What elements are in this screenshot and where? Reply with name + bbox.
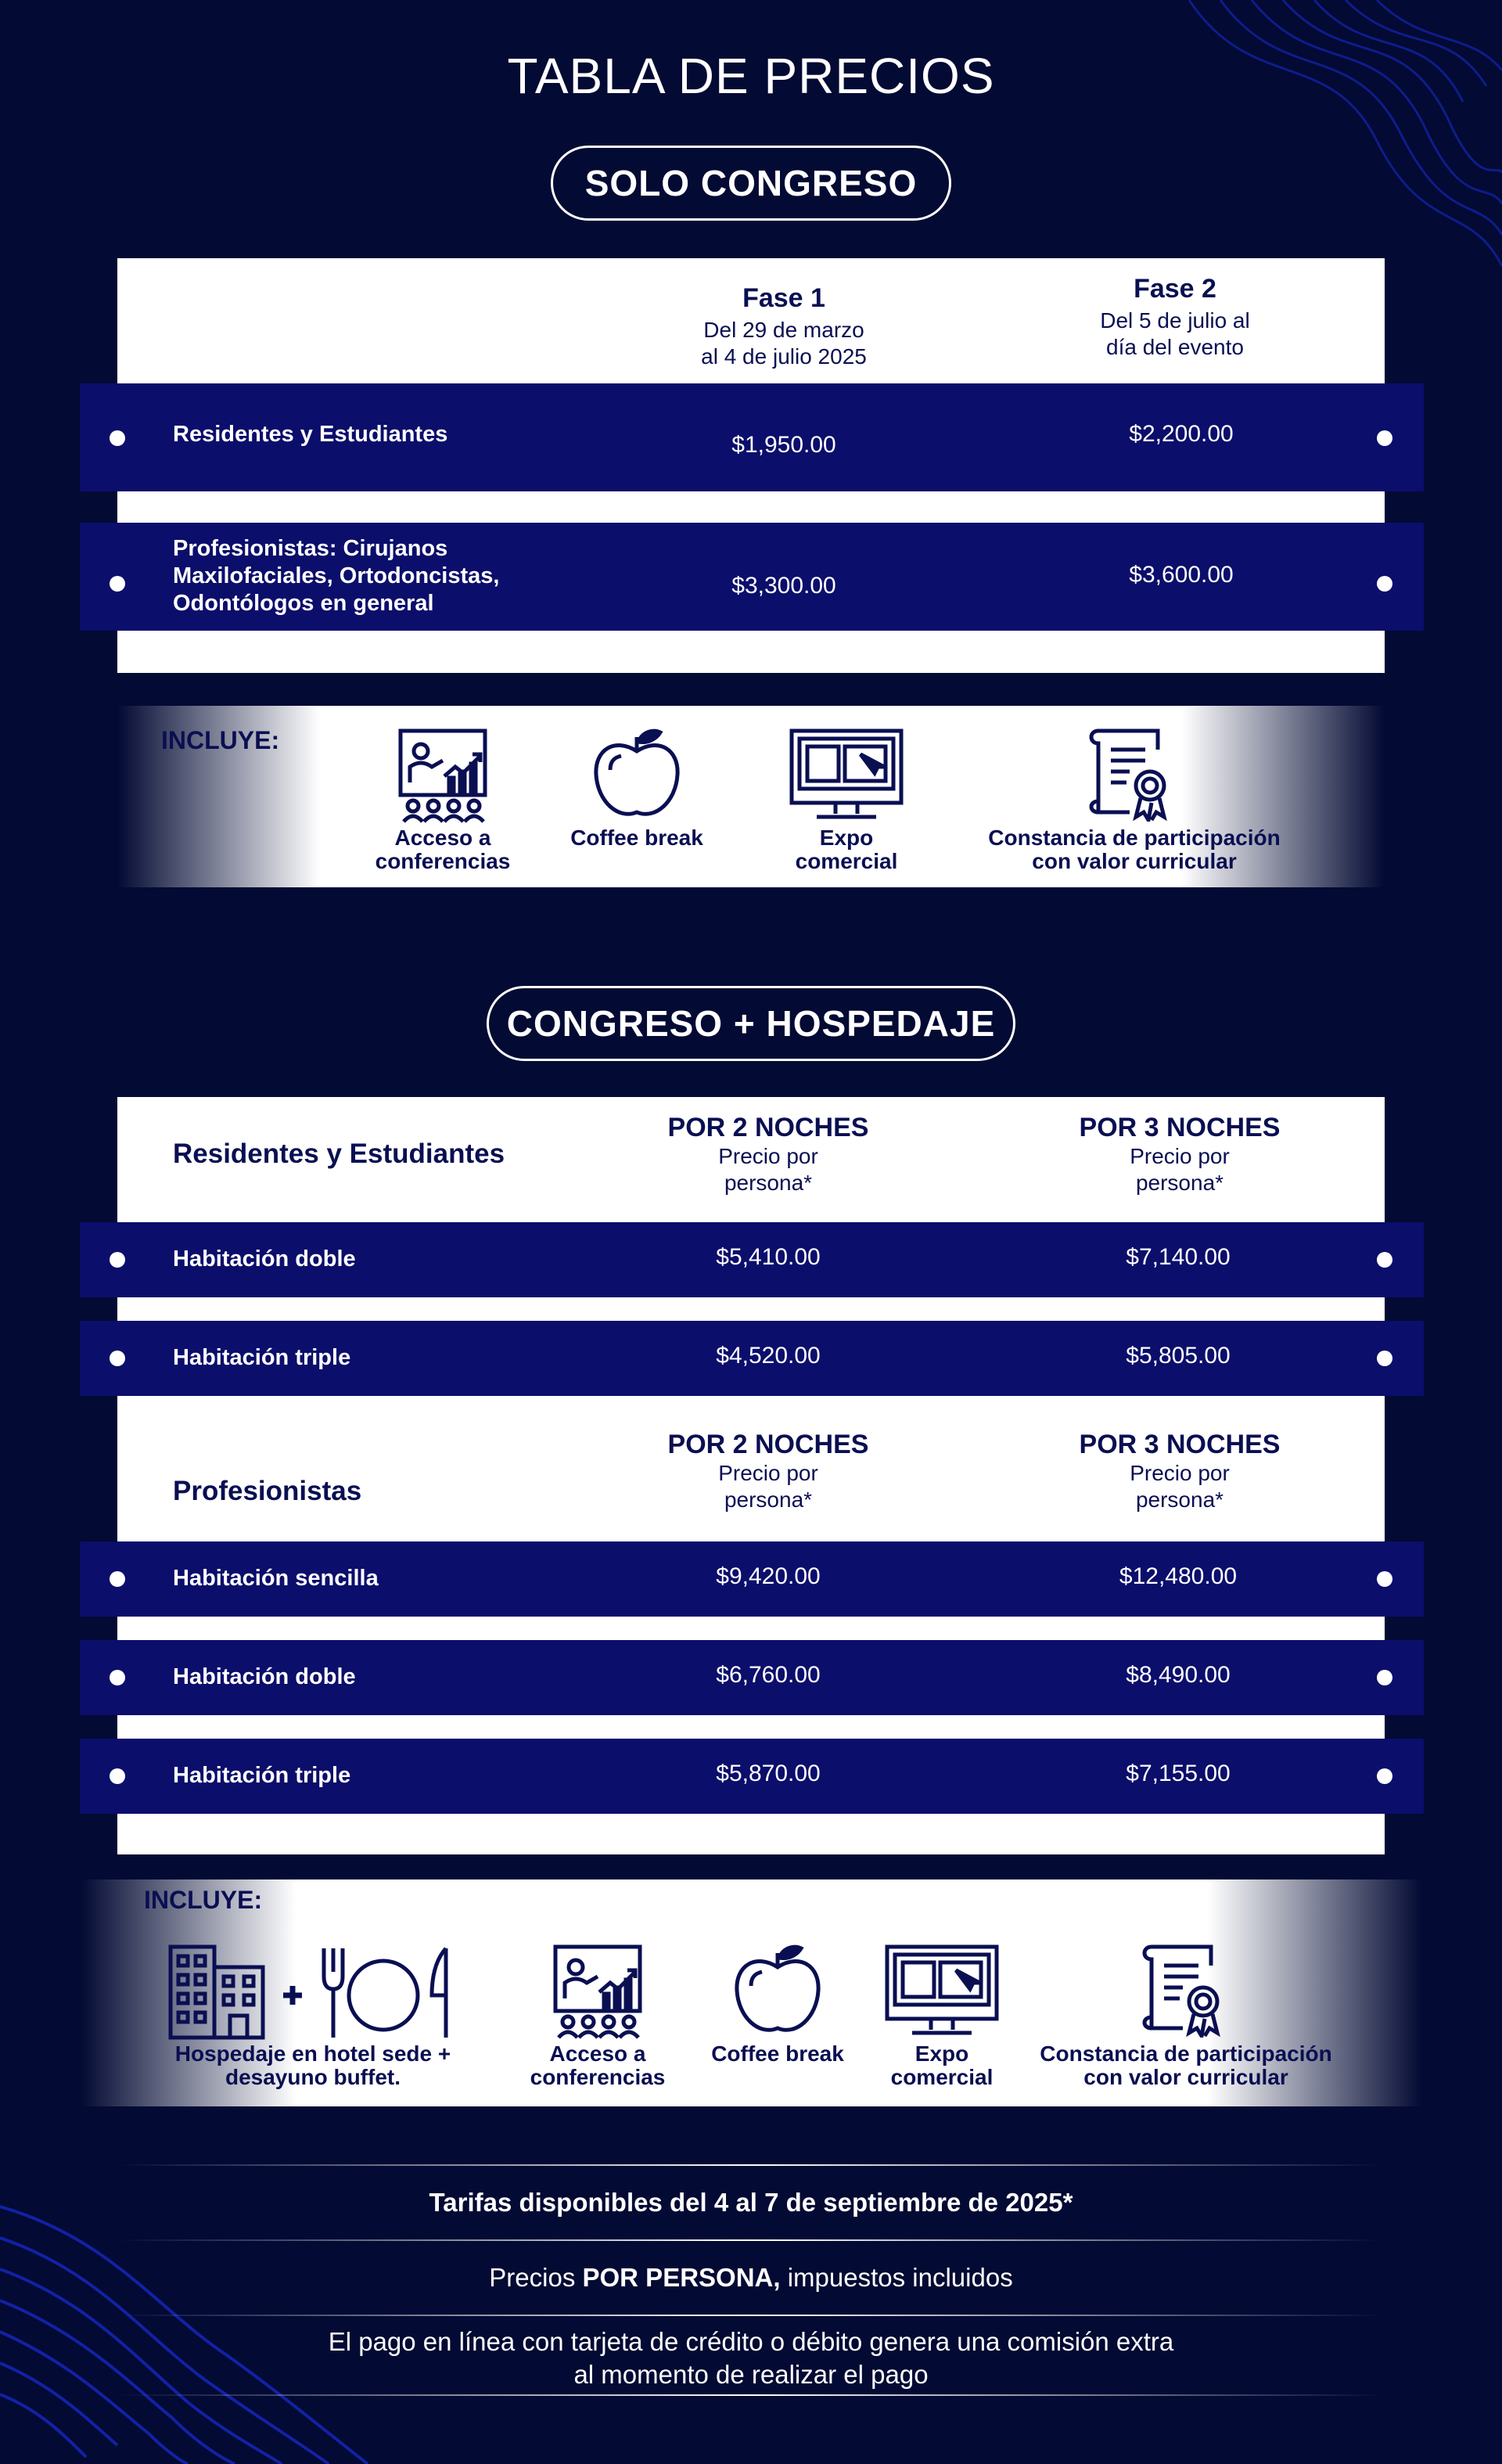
monitor-icon — [789, 728, 904, 822]
bullet-left — [110, 1768, 125, 1784]
price-2-nights: $5,410.00 — [716, 1244, 821, 1270]
bullet-left — [110, 576, 125, 592]
include-caption — [692, 2042, 864, 2066]
bullet-right — [1377, 430, 1392, 446]
two-nights-sub1: Precio por — [718, 1144, 818, 1168]
payment-note-line2: al momento de realizar el pago — [573, 2360, 929, 2389]
solo-congreso-pill-label: SOLO CONGRESO — [584, 163, 918, 203]
bullet-left — [110, 430, 125, 446]
group-label-residentes: Residentes y Estudiantes — [173, 1138, 505, 1169]
bullet-right — [1377, 1670, 1392, 1685]
two-nights-header — [651, 1430, 886, 1513]
price-per-person-note — [0, 2263, 1502, 2293]
two-nights-header — [651, 1113, 886, 1196]
presentation-icon — [552, 1944, 643, 2039]
price-note-pre: Precios — [489, 2263, 583, 2292]
row-label: Habitación triple — [173, 1763, 351, 1788]
price-phase2: $2,200.00 — [1129, 421, 1234, 447]
row-label-line3: Odontólogos en general — [173, 591, 434, 616]
price-phase2: $3,600.00 — [1129, 562, 1234, 588]
include-caption-line2: desayuno buffet. — [225, 2065, 401, 2089]
row-label: Habitación triple — [173, 1345, 351, 1370]
bullet-left — [110, 1670, 125, 1685]
include-caption-line2: con valor curricular — [1083, 2065, 1288, 2089]
price-2-nights: $5,870.00 — [716, 1761, 821, 1786]
price-3-nights: $12,480.00 — [1119, 1563, 1238, 1589]
three-nights-sub2: persona* — [1135, 1171, 1224, 1195]
divider — [117, 2164, 1385, 2166]
divider — [117, 2239, 1385, 2241]
bullet-left — [110, 1252, 125, 1268]
two-nights-sub2: persona* — [724, 1487, 813, 1512]
price-phase1: $3,300.00 — [731, 573, 836, 599]
include-caption-line1: Constancia de participación — [1040, 2041, 1332, 2066]
table-row — [80, 1321, 1424, 1396]
bullet-right — [1377, 1252, 1392, 1268]
price-3-nights: $5,805.00 — [1126, 1343, 1231, 1369]
three-nights-sub1: Precio por — [1130, 1461, 1230, 1485]
price-2-nights: $6,760.00 — [716, 1662, 821, 1688]
include-caption — [512, 2042, 684, 2089]
include-caption — [760, 826, 932, 873]
price-note-bold: POR PERSONA, — [582, 2263, 781, 2292]
price-2-nights: $9,420.00 — [716, 1563, 821, 1589]
hotel-dining-icon — [167, 1944, 457, 2041]
row-label-line1: Profesionistas: Cirujanos — [173, 536, 448, 561]
include-caption-line2: con valor curricular — [1032, 849, 1237, 873]
three-nights-title: POR 3 NOCHES — [1079, 1430, 1281, 1459]
row-label-line2: Maxilofaciales, Ortodoncistas, — [173, 563, 500, 588]
three-nights-title: POR 3 NOCHES — [1079, 1113, 1281, 1142]
group-label-profesionistas: Profesionistas — [173, 1476, 362, 1506]
row-label: Habitación doble — [173, 1664, 356, 1689]
bullet-right — [1377, 1768, 1392, 1784]
include-caption-line1: Coffee break — [711, 2041, 844, 2066]
phase2-date-line1: Del 5 de julio al — [1100, 308, 1250, 333]
include-caption — [551, 826, 723, 850]
payment-note-line1: El pago en línea con tarjeta de crédito o débito genera una comisión extra — [328, 2327, 1174, 2356]
table-row — [80, 1739, 1424, 1814]
payment-commission-note — [0, 2326, 1502, 2391]
row-label — [173, 535, 499, 617]
two-nights-sub1: Precio por — [718, 1461, 818, 1485]
certificate-icon — [1083, 726, 1173, 822]
table-row — [80, 1640, 1424, 1715]
table-row — [80, 1222, 1424, 1297]
phase1-header — [667, 283, 901, 370]
include-caption-line1: Expo — [819, 826, 874, 850]
include-caption-line1: Constancia de participación — [988, 826, 1281, 850]
price-3-nights: $8,490.00 — [1126, 1662, 1231, 1688]
phase1-date-line1: Del 29 de marzo — [703, 318, 864, 342]
include-caption-line2: comercial — [890, 2065, 994, 2089]
three-nights-sub1: Precio por — [1130, 1144, 1230, 1168]
include-caption — [357, 826, 529, 873]
phase1-title: Fase 1 — [742, 283, 825, 313]
row-label: Residentes y Estudiantes — [173, 422, 448, 447]
divider — [117, 2315, 1385, 2316]
include-caption-line1: Acceso a — [549, 2041, 646, 2066]
bullet-right — [1377, 576, 1392, 592]
three-nights-sub2: persona* — [1135, 1487, 1224, 1512]
price-3-nights: $7,140.00 — [1126, 1244, 1231, 1270]
rates-availability-note: Tarifas disponibles del 4 al 7 de septiembre de 2025* — [429, 2188, 1073, 2217]
bullet-left — [110, 1351, 125, 1366]
two-nights-title: POR 2 NOCHES — [667, 1113, 869, 1142]
include-caption-line1: Hospedaje en hotel sede + — [174, 2041, 451, 2066]
table-row — [80, 383, 1424, 491]
row-label: Habitación sencilla — [173, 1566, 379, 1591]
table-row — [80, 1541, 1424, 1617]
include-caption-line1: Expo — [914, 2041, 969, 2066]
price-phase1: $1,950.00 — [731, 432, 836, 458]
table-row — [80, 523, 1424, 631]
two-nights-title: POR 2 NOCHES — [667, 1430, 869, 1459]
include-caption-line2: conferencias — [530, 2065, 666, 2089]
page-title: TABLA DE PRECIOS — [507, 48, 995, 104]
includes-title: INCLUYE: — [161, 726, 280, 754]
include-caption-line2: comercial — [795, 849, 898, 873]
three-nights-header — [1062, 1430, 1297, 1513]
divider — [117, 2394, 1385, 2396]
certificate-icon — [1136, 1942, 1227, 2038]
congreso-hospedaje-pill — [487, 986, 1015, 1061]
bullet-right — [1377, 1351, 1392, 1366]
solo-congreso-pill — [551, 146, 951, 221]
includes-title: INCLUYE: — [144, 1886, 263, 1914]
include-caption — [856, 2042, 1028, 2089]
monitor-icon — [884, 1944, 1000, 2038]
include-caption — [1014, 2042, 1358, 2089]
include-caption — [962, 826, 1306, 873]
include-caption — [149, 2042, 477, 2089]
bullet-right — [1377, 1571, 1392, 1587]
two-nights-sub2: persona* — [724, 1171, 813, 1195]
presentation-icon — [397, 728, 488, 823]
phase2-header — [1058, 274, 1292, 361]
phase2-date-line2: día del evento — [1106, 335, 1244, 359]
price-note-post: impuestos incluidos — [780, 2263, 1013, 2292]
include-caption-line1: Coffee break — [570, 826, 703, 850]
row-label: Habitación doble — [173, 1246, 356, 1272]
price-3-nights: $7,155.00 — [1126, 1761, 1231, 1786]
three-nights-header — [1062, 1113, 1297, 1196]
phase2-title: Fase 2 — [1134, 274, 1216, 304]
include-caption-line2: conferencias — [375, 849, 511, 873]
price-2-nights: $4,520.00 — [716, 1343, 821, 1369]
apple-icon — [732, 1942, 823, 2038]
include-caption-line1: Acceso a — [394, 826, 491, 850]
phase1-date-line2: al 4 de julio 2025 — [701, 344, 867, 369]
congreso-hospedaje-pill-label: CONGRESO + HOSPEDAJE — [506, 1003, 996, 1044]
apple-icon — [591, 726, 682, 822]
bullet-left — [110, 1571, 125, 1587]
